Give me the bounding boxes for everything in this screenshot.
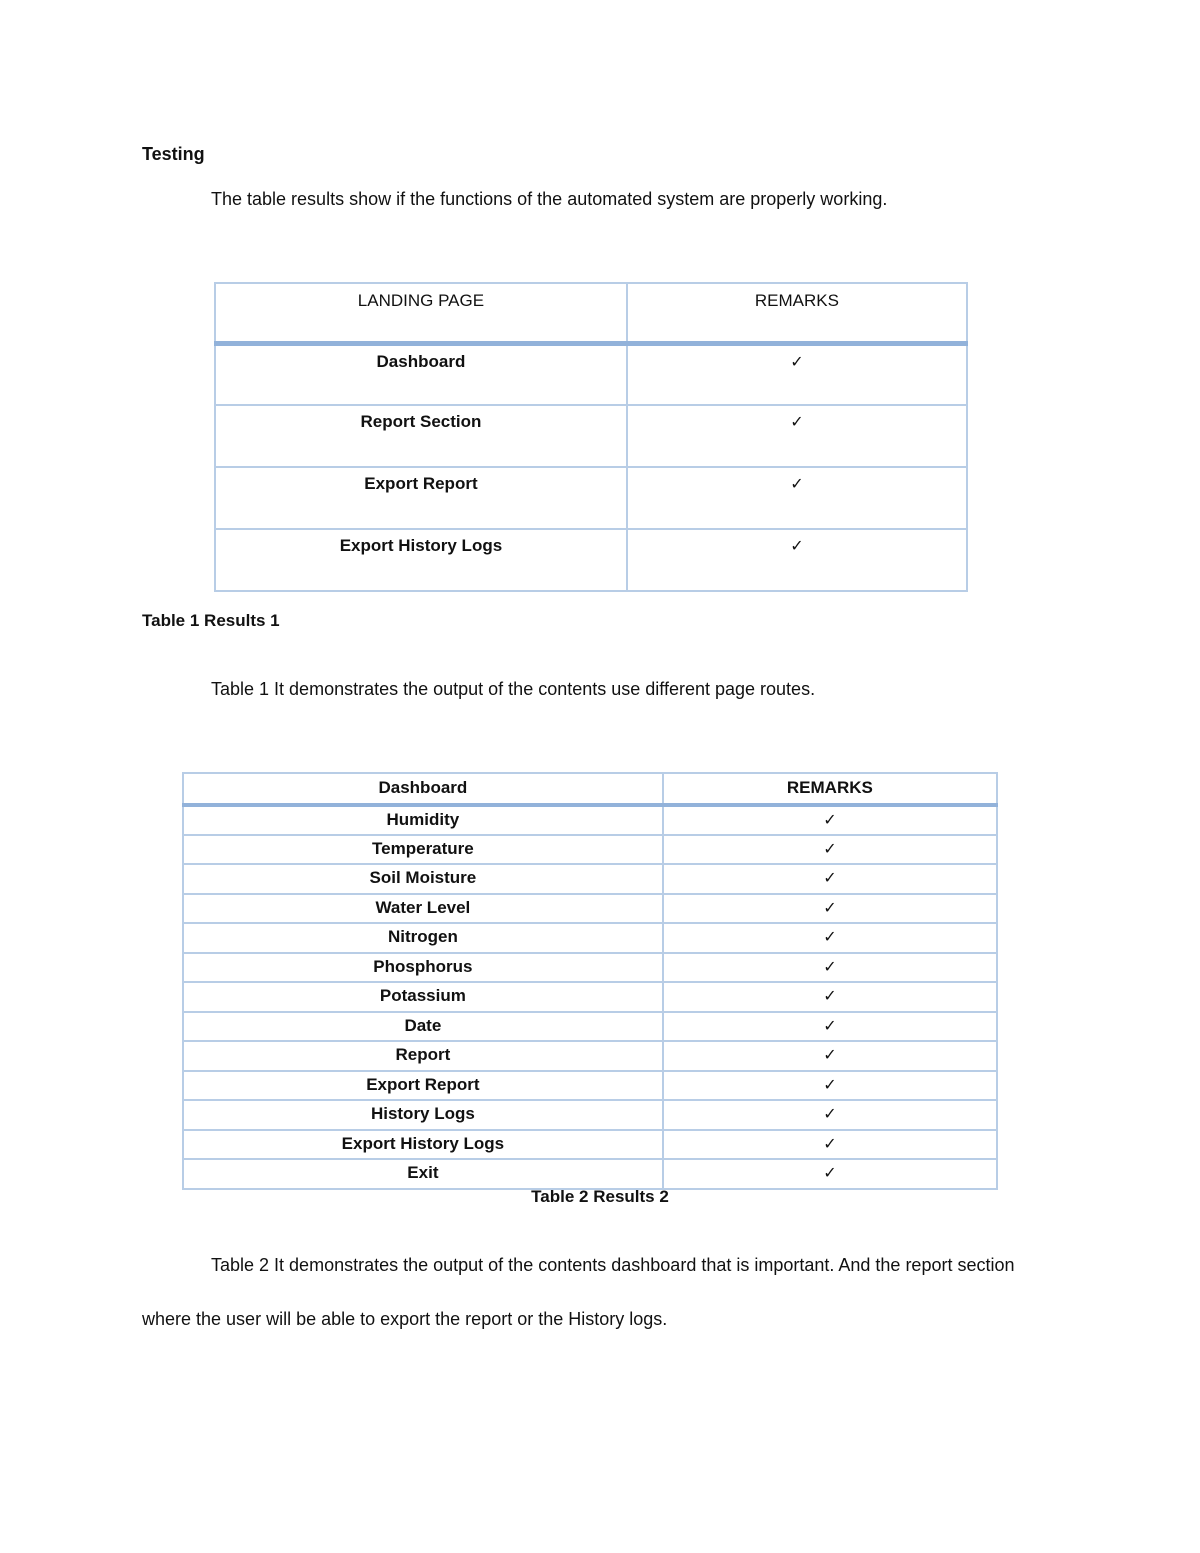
row-label: Date [183, 1012, 663, 1042]
intro-paragraph: The table results show if the functions of the automated system are properly working. [211, 189, 888, 209]
table2-description: Table 2 It demonstrates the output of the contents dashboard that is important. And the report section where the user will be able to export the report or the History logs. [142, 1255, 1015, 1329]
check-mark-icon: ✓ [663, 805, 997, 835]
table-row [183, 1041, 997, 1071]
table-row [183, 1100, 997, 1130]
check-mark-icon: ✓ [627, 529, 967, 591]
table-row [215, 467, 967, 529]
row-label: Phosphorus [183, 953, 663, 983]
check-mark-icon: ✓ [663, 894, 997, 924]
row-label: Report Section [215, 405, 627, 467]
row-label: History Logs [183, 1100, 663, 1130]
check-mark-icon: ✓ [663, 1100, 997, 1130]
check-mark-icon: ✓ [663, 835, 997, 865]
table-header-row [215, 283, 967, 343]
table-row [183, 864, 997, 894]
row-label: Dashboard [215, 343, 627, 405]
table-header-row [183, 773, 997, 805]
row-label: Export History Logs [215, 529, 627, 591]
check-mark-icon: ✓ [627, 467, 967, 529]
check-mark-icon: ✓ [663, 1130, 997, 1160]
table-row [183, 835, 997, 865]
table-row [183, 805, 997, 835]
row-label: Nitrogen [183, 923, 663, 953]
row-label: Potassium [183, 982, 663, 1012]
table-row [183, 1071, 997, 1101]
column-header-remarks: REMARKS [627, 283, 967, 343]
row-label: Export Report [183, 1071, 663, 1101]
row-label: Exit [183, 1159, 663, 1189]
table2-caption: Table 2 Results 2 [531, 1187, 669, 1206]
check-mark-icon: ✓ [663, 864, 997, 894]
table1-description: Table 1 It demonstrates the output of the contents use different page routes. [211, 679, 816, 699]
table1-caption: Table 1 Results 1 [142, 611, 280, 630]
check-mark-icon: ✓ [663, 1041, 997, 1071]
column-header-landing-page: LANDING PAGE [215, 283, 627, 343]
row-label: Report [183, 1041, 663, 1071]
check-mark-icon: ✓ [663, 982, 997, 1012]
column-header-remarks: REMARKS [663, 773, 997, 805]
table-row [183, 1159, 997, 1189]
table-row [183, 982, 997, 1012]
table-row [215, 343, 967, 405]
check-mark-icon: ✓ [663, 953, 997, 983]
check-mark-icon: ✓ [663, 1159, 997, 1189]
row-label: Export Report [215, 467, 627, 529]
check-mark-icon: ✓ [663, 1071, 997, 1101]
table-row [183, 1012, 997, 1042]
table-row [183, 923, 997, 953]
table-row [183, 953, 997, 983]
table-row [183, 1130, 997, 1160]
column-header-dashboard: Dashboard [183, 773, 663, 805]
row-label: Water Level [183, 894, 663, 924]
row-label: Soil Moisture [183, 864, 663, 894]
table-row [183, 894, 997, 924]
row-label: Temperature [183, 835, 663, 865]
row-label: Humidity [183, 805, 663, 835]
check-mark-icon: ✓ [627, 405, 967, 467]
table-row [215, 405, 967, 467]
dashboard-table [182, 772, 998, 1190]
check-mark-icon: ✓ [663, 1012, 997, 1042]
landing-page-table [214, 282, 968, 592]
check-mark-icon: ✓ [663, 923, 997, 953]
check-mark-icon: ✓ [627, 343, 967, 405]
section-heading: Testing [142, 144, 205, 164]
row-label: Export History Logs [183, 1130, 663, 1160]
table-row [215, 529, 967, 591]
